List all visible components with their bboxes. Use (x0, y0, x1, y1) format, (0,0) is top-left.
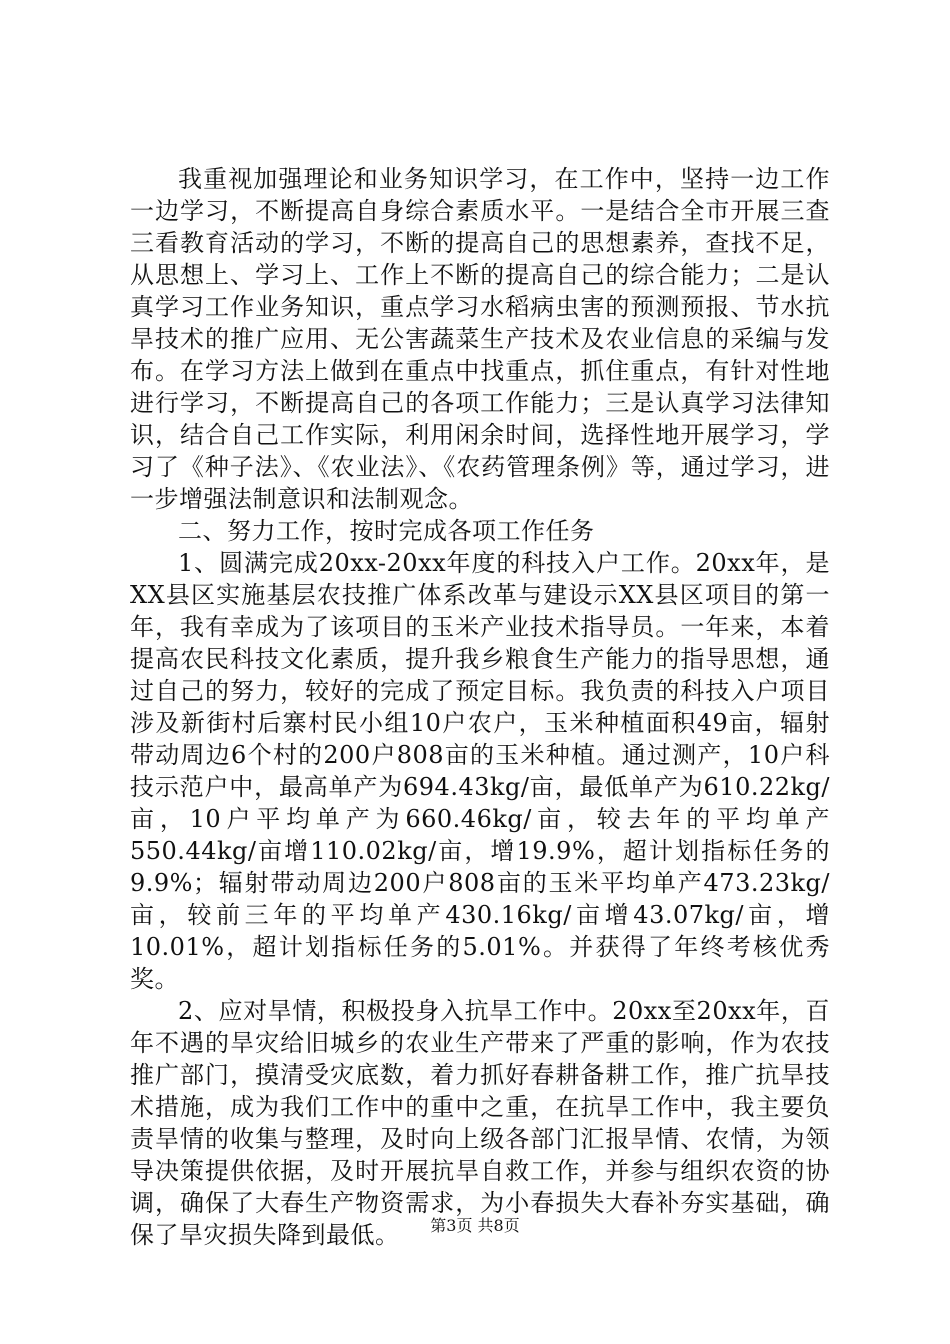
paragraph-tech-households: 1、圆满完成20xx-20xx年度的科技入户工作。20xx年，是XX县区实施基层农技推广体系改革与建设示XX县区项目的第一年，我有幸成为了该项目的玉米产业技术指导员。一年来，本着提高农民科技文化素质，提升我乡粮食生产能力的指导思想，通过自己的努力，较好的完成了预定目标。我负责的科技入户项目涉及新街村后寨村民小组10户农户，玉米种植面积49亩，辐射带动周边6个村的200户808亩的玉米种植。通过测产，10户科技示范户中，最高单产为694.43kg/亩，最低单产为610.22kg/亩，10户平均单产为660.46kg/亩，较去年的平均单产550.44kg/亩增110.02kg/亩，增19.9%，超计划指标任务的9.9%；辐射带动周边200户808亩的玉米平均单产473.23kg/亩，较前三年的平均单产430.16kg/亩增43.07kg/亩，增10.01%，超计划指标任务的5.01%。并获得了年终考核优秀奖。 (130, 549, 830, 993)
page-footer (0, 1216, 950, 1236)
page-total: 共8页 (477, 1216, 520, 1235)
document-body (130, 163, 830, 1251)
page-number: 第3页 (430, 1216, 473, 1235)
paragraph-drought: 2、应对旱情，积极投身入抗旱工作中。20xx至20xx年，百年不遇的旱灾给旧城乡的农业生产带来了严重的影响，作为农技推广部门，摸清受灾底数，着力抓好春耕备耕工作，推广抗旱技术措施，成为我们工作中的重中之重，在抗旱工作中，我主要负责旱情的收集与整理，及时向上级各部门汇报旱情、农情，为领导决策提供依据，及时开展抗旱自救工作，并参与组织农资的协调，确保了大春生产物资需求，为小春损失大春补夯实基础，确保了旱灾损失降到最低。 (130, 997, 830, 1249)
section-heading: 二、努力工作，按时完成各项工作任务 (178, 517, 595, 545)
paragraph-study: 我重视加强理论和业务知识学习，在工作中，坚持一边工作一边学习，不断提高自身综合素质水平。一是结合全市开展三查三看教育活动的学习，不断的提高自己的思想素养，查找不足，从思想上、学习上、工作上不断的提高自己的综合能力；二是认真学习工作业务知识，重点学习水稻病虫害的预测预报、节水抗旱技术的推广应用、无公害蔬菜生产技术及农业信息的采编与发布。在学习方法上做到在重点中找重点，抓住重点，有针对性地进行学习，不断提高自己的各项工作能力；三是认真学习法律知识，结合自己工作实际，利用闲余时间，选择性地开展学习，学习了《种子法》、《农业法》、《农药管理条例》等，通过学习，进一步增强法制意识和法制观念。 (130, 165, 830, 513)
